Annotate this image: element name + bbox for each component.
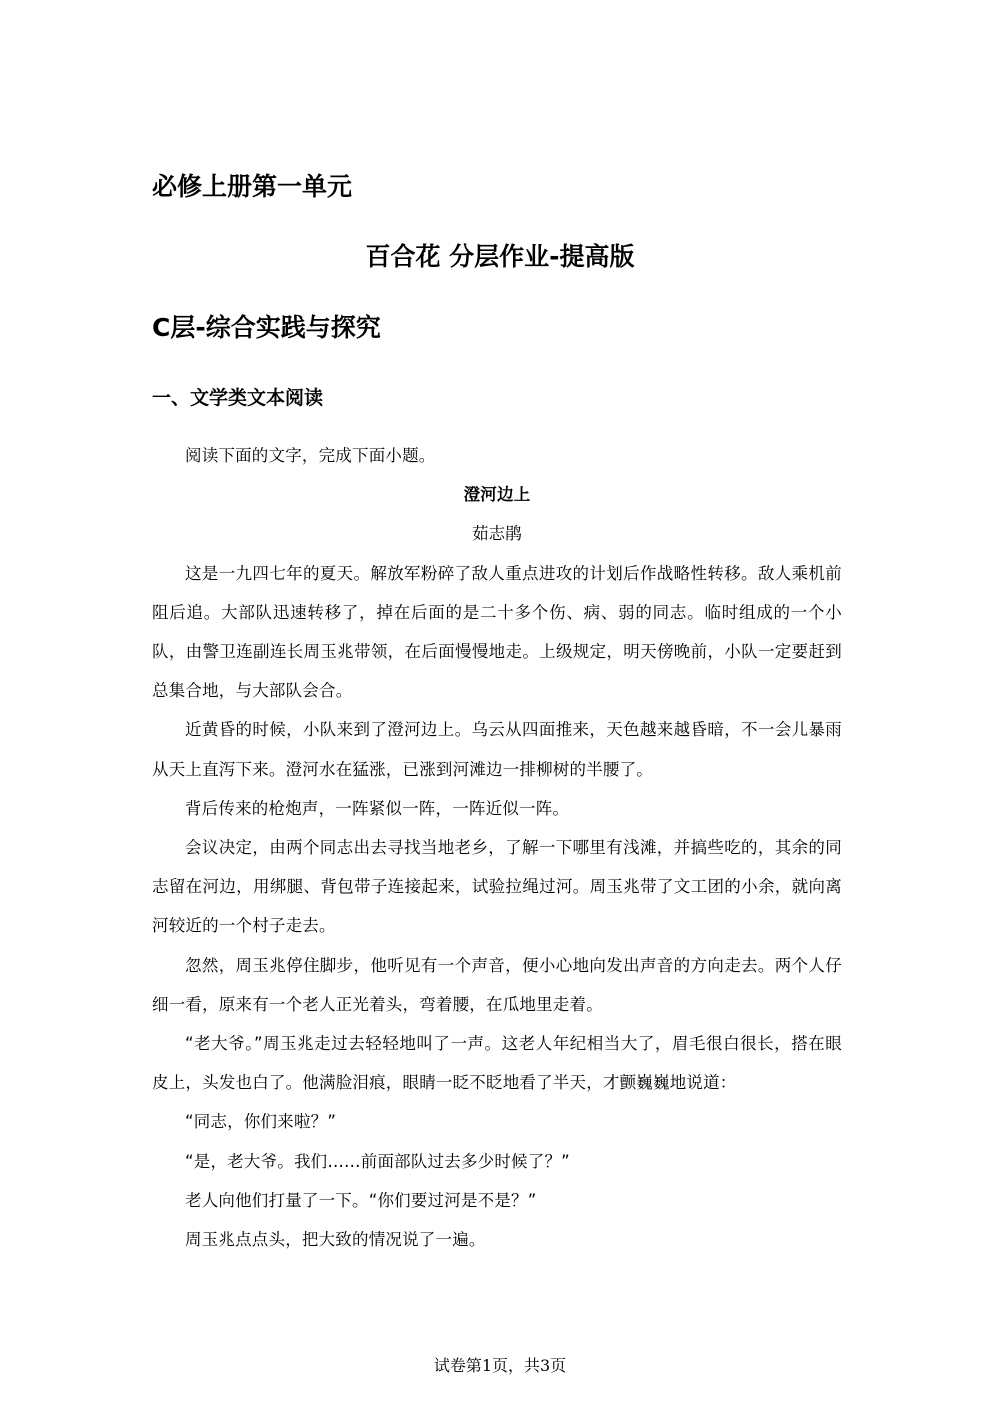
- paragraph: 背后传来的枪炮声，一阵紧似一阵，一阵近似一阵。: [185, 798, 570, 818]
- article-author: 茹志鹃: [471, 524, 523, 544]
- document-title: 百合花 分层作业-提高版: [365, 242, 635, 271]
- section-heading: 一、文学类文本阅读: [152, 387, 324, 409]
- article-title: 澄河边上: [463, 485, 531, 505]
- paragraph: 近黄昏的时候，小队来到了澄河边上。乌云从四面推来，天色越来越昏暗，不一会儿暴雨从天上直泻下来。澄河水在猛涨，已涨到河滩边一排柳树的半腰了。: [152, 720, 842, 779]
- layer-heading: C层-综合实践与探究: [152, 313, 381, 342]
- paragraph: 忽然，周玉兆停住脚步，他听见有一个声音，便小心地向发出声音的方向走去。两个人仔细一看，原来有一个老人正光着头，弯着腰，在瓜地里走着。: [152, 955, 842, 1014]
- paragraph: 老人向他们打量了一下。“你们要过河是不是？”: [185, 1190, 537, 1210]
- paragraph: “是，老大爷。我们……前面部队过去多少时候了？”: [185, 1151, 570, 1171]
- page-footer: 试卷第1页，共3页: [433, 1356, 567, 1375]
- paragraph: 会议决定，由两个同志出去寻找当地老乡，了解一下哪里有浅滩，并搞些吃的，其余的同志留在河边，用绑腿、背包带子连接起来，试验拉绳过河。周玉兆带了文工团的小余，就向离河较近的一个村子走去。: [152, 838, 842, 936]
- unit-heading: 必修上册第一单元: [152, 172, 353, 201]
- reading-passage: [152, 436, 842, 1259]
- paragraph: “同志，你们来啦？”: [185, 1112, 337, 1132]
- instruction-text: 阅读下面的文字，完成下面小题。: [185, 446, 436, 465]
- paragraph: “老大爷。”周玉兆走过去轻轻地叫了一声。这老人年纪相当大了，眉毛很白很长，搭在眼皮上，头发也白了。他满脸泪痕，眼睛一眨不眨地看了半天，才颤巍巍地说道：: [152, 1034, 842, 1093]
- paragraph: 这是一九四七年的夏天。解放军粉碎了敌人重点进攻的计划后作战略性转移。敌人乘机前阻后追。大部队迅速转移了，掉在后面的是二十多个伤、病、弱的同志。临时组成的一个小队，由警卫连副连长周玉兆带领，在后面慢慢地走。上级规定，明天傍晚前，小队一定要赶到总集合地，与大部队会合。: [152, 563, 842, 701]
- paragraph: 周玉兆点点头，把大致的情况说了一遍。: [185, 1230, 486, 1250]
